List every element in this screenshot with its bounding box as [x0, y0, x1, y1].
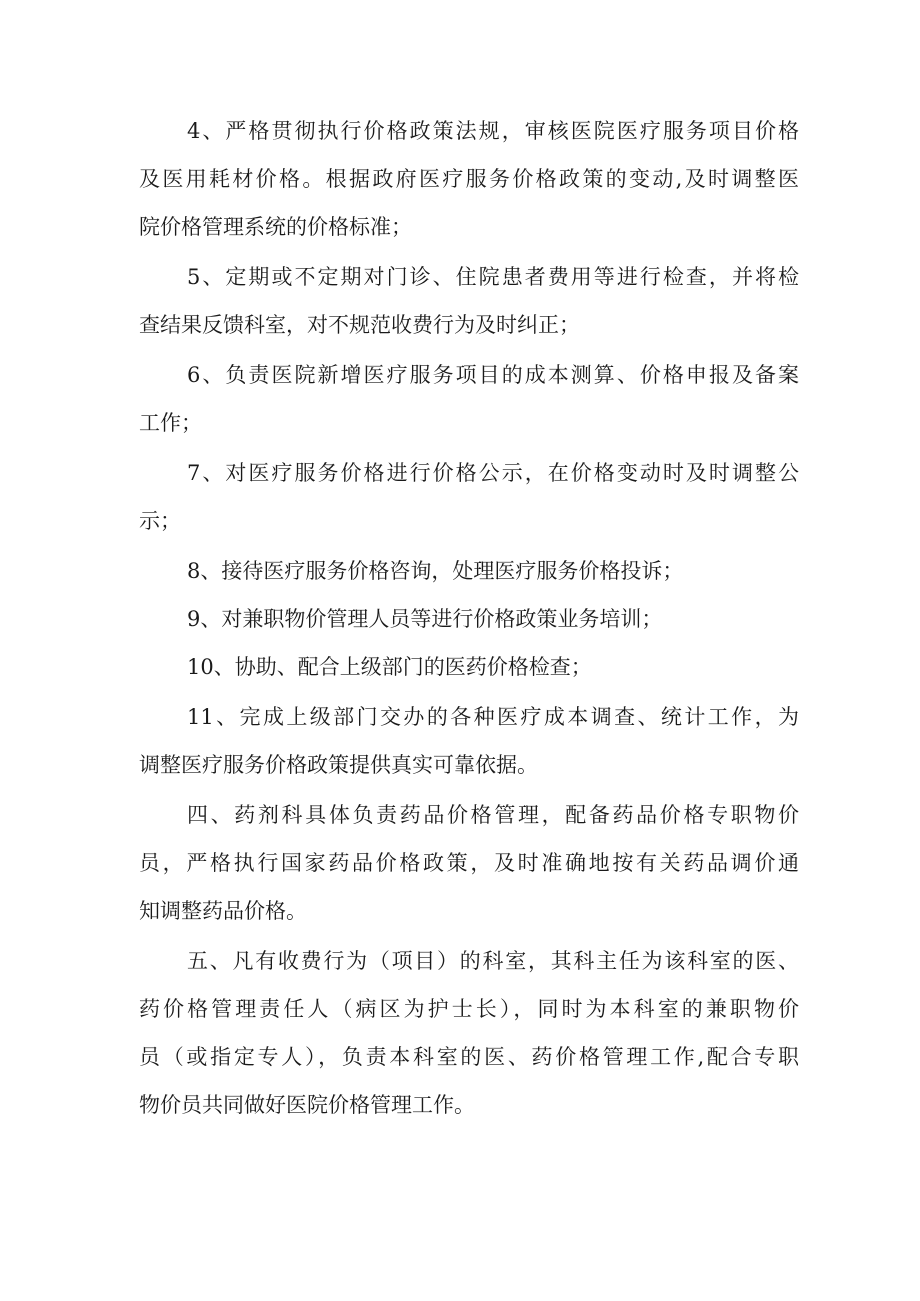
item-7-line-2: 示； — [139, 509, 181, 533]
section-5-line-1: 五、凡有收费行为（项目）的科室，其科主任为该科室的医、 — [187, 949, 799, 973]
section-5-line-4: 物价员共同做好医院价格管理工作。 — [139, 1093, 475, 1117]
section-4-line-2: 员，严格执行国家药品价格政策，及时准确地按有关药品调价通 — [139, 851, 799, 875]
section-4-line-1: 四、药剂科具体负责药品价格管理，配备药品价格专职物价 — [187, 803, 799, 827]
item-5-line-1: 5、定期或不定期对门诊、住院患者费用等进行检查，并将检 — [187, 265, 799, 289]
item-6-line-1: 6、负责医院新增医疗服务项目的成本测算、价格申报及备案 — [187, 363, 799, 387]
item-11-line-2: 调整医疗服务价格政策提供真实可靠依据。 — [139, 753, 538, 777]
item-4-line-1: 4、严格贯彻执行价格政策法规，审核医院医疗服务项目价格 — [187, 119, 799, 143]
item-6-line-2: 工作； — [139, 411, 202, 435]
item-4-line-3: 院价格管理系统的价格标准； — [139, 215, 412, 239]
section-5-line-3: 员（或指定专人），负责本科室的医、药价格管理工作,配合专职 — [139, 1045, 799, 1069]
item-5-line-2: 查结果反馈科室，对不规范收费行为及时纠正； — [139, 313, 580, 337]
item-4-line-2: 及医用耗材价格。根据政府医疗服务价格政策的变动,及时调整医 — [139, 167, 799, 191]
item-7-line-1: 7、对医疗服务价格进行价格公示，在价格变动时及时调整公 — [187, 461, 799, 485]
section-5-line-2: 药价格管理责任人（病区为护士长），同时为本科室的兼职物价 — [139, 997, 799, 1021]
item-9-line-1: 9、对兼职物价管理人员等进行价格政策业务培训； — [187, 607, 663, 631]
item-11-line-1: 11、完成上级部门交办的各种医疗成本调查、统计工作，为 — [187, 705, 799, 729]
section-4-line-3: 知调整药品价格。 — [139, 899, 307, 923]
item-8-line-1: 8、接待医疗服务价格咨询，处理医疗服务价格投诉； — [187, 559, 684, 583]
item-10-line-1: 10、协助、配合上级部门的医药价格检查； — [187, 655, 592, 679]
